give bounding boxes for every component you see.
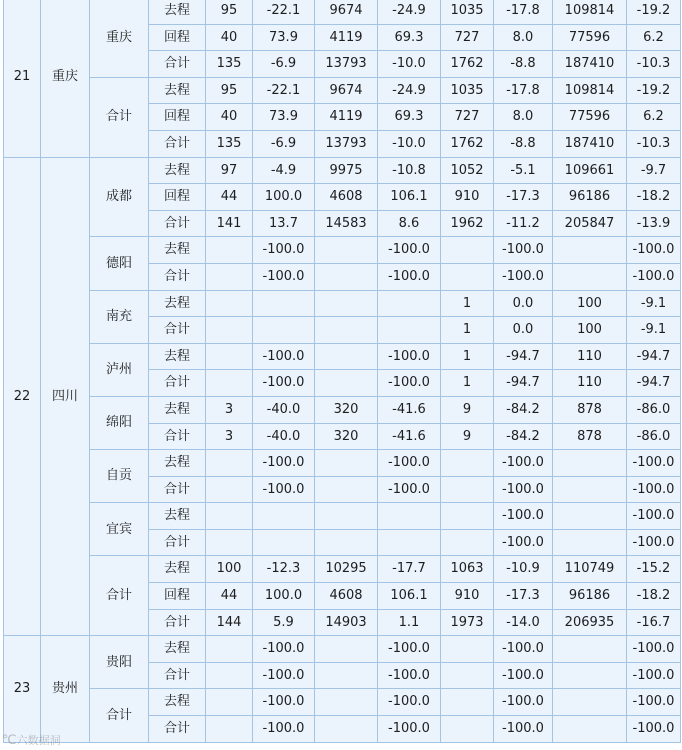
- value-cell: -14.0: [494, 609, 553, 636]
- value-cell: 109814: [553, 0, 627, 24]
- value-cell: [206, 636, 253, 663]
- value-cell: 77596: [553, 104, 627, 131]
- value-cell: -100.0: [378, 343, 441, 370]
- value-cell: [206, 290, 253, 317]
- city-cell: 泸州: [90, 343, 149, 396]
- value-cell: [315, 662, 378, 689]
- value-cell: 109661: [553, 157, 627, 184]
- value-cell: -100.0: [494, 503, 553, 530]
- value-cell: 14903: [315, 609, 378, 636]
- value-cell: 9674: [315, 77, 378, 104]
- city-cell: 德阳: [90, 237, 149, 290]
- value-cell: [441, 689, 494, 716]
- value-cell: -100.0: [627, 503, 681, 530]
- value-cell: -100.0: [378, 237, 441, 264]
- value-cell: 73.9: [253, 104, 315, 131]
- city-cell: 合计: [90, 556, 149, 636]
- value-cell: -86.0: [627, 396, 681, 423]
- city-cell: 自贡: [90, 450, 149, 503]
- value-cell: [441, 263, 494, 290]
- value-cell: 205847: [553, 210, 627, 237]
- value-cell: -100.0: [253, 370, 315, 397]
- value-cell: 878: [553, 423, 627, 450]
- value-cell: [315, 716, 378, 743]
- direction-cell: 去程: [149, 450, 206, 477]
- value-cell: -100.0: [627, 662, 681, 689]
- value-cell: -6.9: [253, 51, 315, 78]
- value-cell: 910: [441, 184, 494, 211]
- direction-cell: 回程: [149, 583, 206, 610]
- direction-cell: 去程: [149, 0, 206, 24]
- table-body: [4, 0, 681, 742]
- value-cell: -18.2: [627, 583, 681, 610]
- value-cell: 77596: [553, 24, 627, 51]
- value-cell: -100.0: [378, 689, 441, 716]
- value-cell: -100.0: [253, 343, 315, 370]
- value-cell: [553, 476, 627, 503]
- value-cell: 100: [553, 317, 627, 344]
- value-cell: -100.0: [627, 716, 681, 743]
- value-cell: -19.2: [627, 0, 681, 24]
- value-cell: -13.9: [627, 210, 681, 237]
- table-row: [4, 556, 681, 583]
- value-cell: 1973: [441, 609, 494, 636]
- value-cell: 8.0: [494, 104, 553, 131]
- value-cell: 3: [206, 423, 253, 450]
- value-cell: 97: [206, 157, 253, 184]
- value-cell: 910: [441, 583, 494, 610]
- seq-cell: 23: [4, 636, 41, 742]
- value-cell: 8.6: [378, 210, 441, 237]
- value-cell: 1762: [441, 130, 494, 157]
- direction-cell: 合计: [149, 529, 206, 556]
- value-cell: [441, 450, 494, 477]
- province-cell: 四川: [41, 157, 90, 636]
- value-cell: [206, 662, 253, 689]
- value-cell: 13793: [315, 130, 378, 157]
- city-cell: 重庆: [90, 0, 149, 77]
- value-cell: [553, 263, 627, 290]
- value-cell: -94.7: [627, 343, 681, 370]
- value-cell: -94.7: [627, 370, 681, 397]
- value-cell: [206, 450, 253, 477]
- value-cell: 44: [206, 583, 253, 610]
- value-cell: 1962: [441, 210, 494, 237]
- value-cell: [315, 263, 378, 290]
- value-cell: 96186: [553, 184, 627, 211]
- direction-cell: 回程: [149, 184, 206, 211]
- value-cell: 95: [206, 77, 253, 104]
- value-cell: -41.6: [378, 396, 441, 423]
- value-cell: [378, 317, 441, 344]
- value-cell: -11.2: [494, 210, 553, 237]
- table-row: [4, 396, 681, 423]
- value-cell: -9.1: [627, 317, 681, 344]
- value-cell: [378, 529, 441, 556]
- value-cell: 1.1: [378, 609, 441, 636]
- flight-stats-table: [3, 0, 681, 743]
- value-cell: -100.0: [627, 636, 681, 663]
- value-cell: 141: [206, 210, 253, 237]
- value-cell: -100.0: [378, 636, 441, 663]
- value-cell: [206, 317, 253, 344]
- value-cell: -100.0: [494, 529, 553, 556]
- direction-cell: 去程: [149, 157, 206, 184]
- value-cell: -100.0: [627, 476, 681, 503]
- value-cell: -16.7: [627, 609, 681, 636]
- value-cell: [315, 503, 378, 530]
- value-cell: -100.0: [494, 716, 553, 743]
- value-cell: -100.0: [494, 237, 553, 264]
- value-cell: 1035: [441, 77, 494, 104]
- value-cell: 1: [441, 290, 494, 317]
- value-cell: 144: [206, 609, 253, 636]
- value-cell: 9975: [315, 157, 378, 184]
- value-cell: [206, 343, 253, 370]
- value-cell: -100.0: [253, 636, 315, 663]
- value-cell: -100.0: [253, 450, 315, 477]
- value-cell: [206, 263, 253, 290]
- table-row: [4, 343, 681, 370]
- seq-cell: 22: [4, 157, 41, 636]
- value-cell: 14583: [315, 210, 378, 237]
- value-cell: -8.8: [494, 130, 553, 157]
- value-cell: -5.1: [494, 157, 553, 184]
- value-cell: 1052: [441, 157, 494, 184]
- seq-cell: 21: [4, 0, 41, 157]
- value-cell: [206, 716, 253, 743]
- value-cell: -9.7: [627, 157, 681, 184]
- value-cell: 44: [206, 184, 253, 211]
- value-cell: -100.0: [627, 689, 681, 716]
- value-cell: -24.9: [378, 77, 441, 104]
- value-cell: -100.0: [253, 689, 315, 716]
- value-cell: -100.0: [627, 237, 681, 264]
- value-cell: -100.0: [378, 450, 441, 477]
- value-cell: 109814: [553, 77, 627, 104]
- table-row: [4, 157, 681, 184]
- value-cell: 69.3: [378, 24, 441, 51]
- value-cell: [378, 290, 441, 317]
- city-cell: 合计: [90, 689, 149, 742]
- value-cell: -17.8: [494, 0, 553, 24]
- value-cell: [206, 476, 253, 503]
- value-cell: 135: [206, 130, 253, 157]
- value-cell: -84.2: [494, 423, 553, 450]
- value-cell: -10.9: [494, 556, 553, 583]
- direction-cell: 去程: [149, 237, 206, 264]
- value-cell: [441, 662, 494, 689]
- value-cell: -10.0: [378, 51, 441, 78]
- table-row: [4, 450, 681, 477]
- value-cell: -100.0: [378, 263, 441, 290]
- value-cell: -12.3: [253, 556, 315, 583]
- value-cell: [441, 636, 494, 663]
- value-cell: -41.6: [378, 423, 441, 450]
- value-cell: 320: [315, 423, 378, 450]
- value-cell: [315, 529, 378, 556]
- value-cell: [315, 370, 378, 397]
- value-cell: [553, 689, 627, 716]
- value-cell: -86.0: [627, 423, 681, 450]
- value-cell: -100.0: [253, 476, 315, 503]
- value-cell: 1035: [441, 0, 494, 24]
- value-cell: [253, 529, 315, 556]
- table-row: [4, 0, 681, 24]
- direction-cell: 合计: [149, 317, 206, 344]
- direction-cell: 去程: [149, 503, 206, 530]
- value-cell: [315, 237, 378, 264]
- value-cell: 9: [441, 396, 494, 423]
- value-cell: -100.0: [627, 450, 681, 477]
- value-cell: -100.0: [378, 716, 441, 743]
- value-cell: [206, 689, 253, 716]
- value-cell: 4608: [315, 583, 378, 610]
- value-cell: -17.3: [494, 583, 553, 610]
- table-row: [4, 77, 681, 104]
- value-cell: 5.9: [253, 609, 315, 636]
- watermark-logo-icon: ℃: [2, 733, 17, 748]
- value-cell: -100.0: [494, 636, 553, 663]
- value-cell: [553, 636, 627, 663]
- direction-cell: 去程: [149, 396, 206, 423]
- value-cell: -100.0: [494, 662, 553, 689]
- value-cell: -19.2: [627, 77, 681, 104]
- watermark-text: 六数据洞: [16, 734, 61, 747]
- direction-cell: 合计: [149, 370, 206, 397]
- value-cell: [553, 450, 627, 477]
- value-cell: 69.3: [378, 104, 441, 131]
- direction-cell: 去程: [149, 689, 206, 716]
- value-cell: -100.0: [494, 476, 553, 503]
- value-cell: -100.0: [253, 662, 315, 689]
- value-cell: 727: [441, 104, 494, 131]
- province-cell: 重庆: [41, 0, 90, 157]
- table-row: [4, 636, 681, 663]
- value-cell: [206, 237, 253, 264]
- city-cell: 绵阳: [90, 396, 149, 449]
- value-cell: [553, 503, 627, 530]
- value-cell: 6.2: [627, 24, 681, 51]
- value-cell: [441, 503, 494, 530]
- direction-cell: 去程: [149, 636, 206, 663]
- value-cell: -15.2: [627, 556, 681, 583]
- value-cell: 1: [441, 343, 494, 370]
- direction-cell: 去程: [149, 343, 206, 370]
- value-cell: -24.9: [378, 0, 441, 24]
- value-cell: 4608: [315, 184, 378, 211]
- direction-cell: 合计: [149, 210, 206, 237]
- city-cell: 宜宾: [90, 503, 149, 556]
- value-cell: -17.8: [494, 77, 553, 104]
- city-cell: 成都: [90, 157, 149, 237]
- value-cell: 106.1: [378, 184, 441, 211]
- value-cell: -17.3: [494, 184, 553, 211]
- value-cell: -10.0: [378, 130, 441, 157]
- value-cell: -9.1: [627, 290, 681, 317]
- value-cell: 135: [206, 51, 253, 78]
- value-cell: [315, 450, 378, 477]
- direction-cell: 合计: [149, 130, 206, 157]
- value-cell: [315, 636, 378, 663]
- direction-cell: 合计: [149, 662, 206, 689]
- value-cell: -4.9: [253, 157, 315, 184]
- value-cell: 1: [441, 370, 494, 397]
- value-cell: [441, 476, 494, 503]
- value-cell: -10.3: [627, 130, 681, 157]
- table-row: [4, 503, 681, 530]
- value-cell: [315, 689, 378, 716]
- value-cell: 40: [206, 104, 253, 131]
- value-cell: -100.0: [627, 529, 681, 556]
- direction-cell: 合计: [149, 263, 206, 290]
- direction-cell: 合计: [149, 716, 206, 743]
- value-cell: -100.0: [627, 263, 681, 290]
- value-cell: -100.0: [494, 263, 553, 290]
- value-cell: [378, 503, 441, 530]
- value-cell: -84.2: [494, 396, 553, 423]
- value-cell: [253, 317, 315, 344]
- value-cell: 727: [441, 24, 494, 51]
- value-cell: -22.1: [253, 0, 315, 24]
- value-cell: [206, 370, 253, 397]
- value-cell: 187410: [553, 51, 627, 78]
- value-cell: -100.0: [253, 237, 315, 264]
- value-cell: -22.1: [253, 77, 315, 104]
- watermark: [2, 732, 61, 748]
- city-cell: 合计: [90, 77, 149, 157]
- city-cell: 贵阳: [90, 636, 149, 689]
- value-cell: 0.0: [494, 317, 553, 344]
- value-cell: 13.7: [253, 210, 315, 237]
- value-cell: -100.0: [494, 689, 553, 716]
- direction-cell: 去程: [149, 77, 206, 104]
- value-cell: 9674: [315, 0, 378, 24]
- value-cell: -100.0: [378, 662, 441, 689]
- value-cell: [315, 317, 378, 344]
- direction-cell: 去程: [149, 556, 206, 583]
- value-cell: -100.0: [253, 263, 315, 290]
- value-cell: [441, 529, 494, 556]
- value-cell: 73.9: [253, 24, 315, 51]
- value-cell: 1: [441, 317, 494, 344]
- value-cell: [441, 716, 494, 743]
- value-cell: -94.7: [494, 370, 553, 397]
- value-cell: -100.0: [378, 370, 441, 397]
- table-row: [4, 290, 681, 317]
- direction-cell: 合计: [149, 423, 206, 450]
- value-cell: 8.0: [494, 24, 553, 51]
- direction-cell: 合计: [149, 51, 206, 78]
- direction-cell: 去程: [149, 290, 206, 317]
- value-cell: 9: [441, 423, 494, 450]
- value-cell: 110749: [553, 556, 627, 583]
- value-cell: 96186: [553, 583, 627, 610]
- value-cell: [553, 716, 627, 743]
- value-cell: [206, 503, 253, 530]
- value-cell: -40.0: [253, 423, 315, 450]
- value-cell: 100: [553, 290, 627, 317]
- value-cell: -94.7: [494, 343, 553, 370]
- value-cell: 4119: [315, 104, 378, 131]
- value-cell: 6.2: [627, 104, 681, 131]
- value-cell: [206, 529, 253, 556]
- value-cell: [315, 290, 378, 317]
- value-cell: [315, 343, 378, 370]
- value-cell: [253, 290, 315, 317]
- table-row: [4, 689, 681, 716]
- value-cell: 110: [553, 370, 627, 397]
- value-cell: -100.0: [378, 476, 441, 503]
- value-cell: 187410: [553, 130, 627, 157]
- value-cell: -8.8: [494, 51, 553, 78]
- value-cell: [253, 503, 315, 530]
- value-cell: 0.0: [494, 290, 553, 317]
- direction-cell: 合计: [149, 609, 206, 636]
- direction-cell: 回程: [149, 24, 206, 51]
- value-cell: 13793: [315, 51, 378, 78]
- value-cell: [553, 529, 627, 556]
- city-cell: 南充: [90, 290, 149, 343]
- value-cell: 100: [206, 556, 253, 583]
- value-cell: -100.0: [494, 450, 553, 477]
- value-cell: -100.0: [253, 716, 315, 743]
- value-cell: 3: [206, 396, 253, 423]
- value-cell: 110: [553, 343, 627, 370]
- value-cell: -10.3: [627, 51, 681, 78]
- value-cell: -17.7: [378, 556, 441, 583]
- value-cell: 40: [206, 24, 253, 51]
- direction-cell: 合计: [149, 476, 206, 503]
- table-row: [4, 237, 681, 264]
- value-cell: 1762: [441, 51, 494, 78]
- value-cell: -6.9: [253, 130, 315, 157]
- value-cell: 100.0: [253, 184, 315, 211]
- value-cell: 10295: [315, 556, 378, 583]
- value-cell: 206935: [553, 609, 627, 636]
- value-cell: 4119: [315, 24, 378, 51]
- value-cell: 320: [315, 396, 378, 423]
- value-cell: -10.8: [378, 157, 441, 184]
- value-cell: [441, 237, 494, 264]
- value-cell: 1063: [441, 556, 494, 583]
- value-cell: 878: [553, 396, 627, 423]
- value-cell: 95: [206, 0, 253, 24]
- direction-cell: 回程: [149, 104, 206, 131]
- value-cell: [553, 237, 627, 264]
- value-cell: [315, 476, 378, 503]
- value-cell: [553, 662, 627, 689]
- value-cell: 106.1: [378, 583, 441, 610]
- value-cell: -40.0: [253, 396, 315, 423]
- value-cell: 100.0: [253, 583, 315, 610]
- value-cell: -18.2: [627, 184, 681, 211]
- province-cell: 贵州: [41, 636, 90, 742]
